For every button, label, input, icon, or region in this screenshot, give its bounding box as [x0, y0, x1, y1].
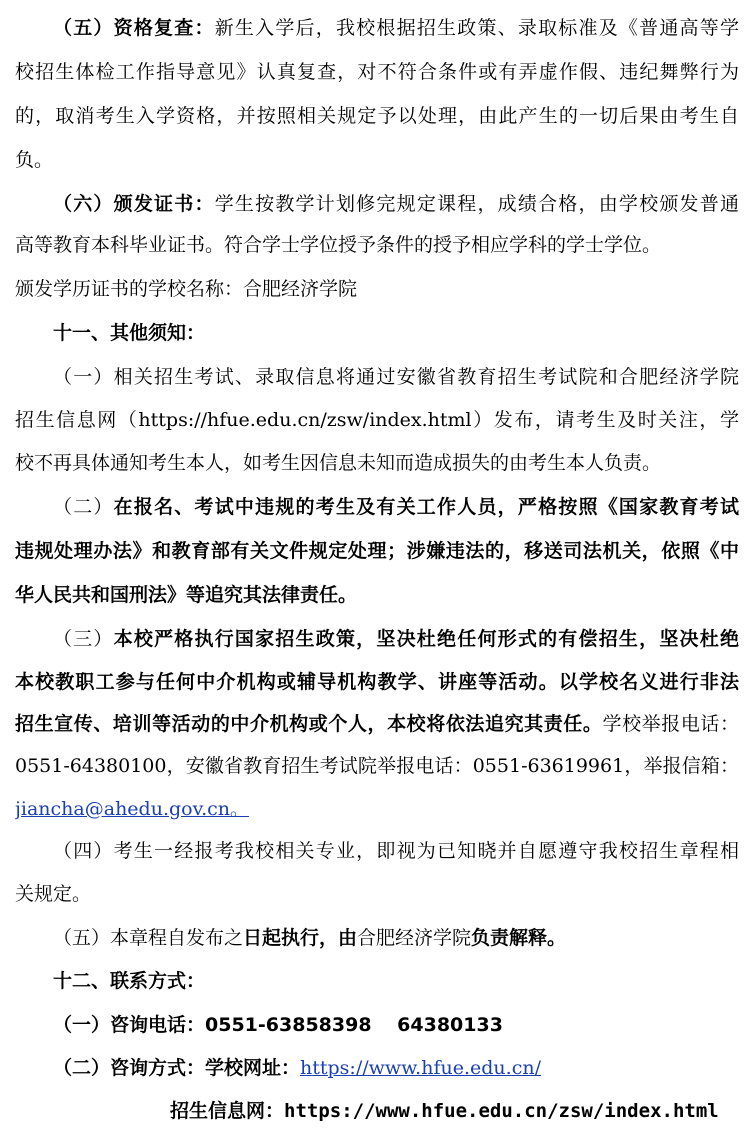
s11-p2-text-1: 在报名、考试中违规的考生及有关工作人员，严格按照《国家教育考试: [113, 496, 739, 518]
s11-p5-b: 日起执行，由: [243, 927, 358, 949]
s11-p1-line-2: 招生信息网（https://hfue.edu.cn/zsw/index.html）发布，请考生及时关注，学: [15, 409, 739, 431]
s11-p3-line-5: [15, 787, 739, 831]
s11-p1-line-3: 校不再具体通知考生本人，如考生因信息未知而造成损失的由考生本人负责。: [15, 452, 662, 474]
contact-web-line: [53, 1046, 739, 1090]
s11-p5-d: 负责解释。: [471, 927, 567, 949]
s5-line-4: 负。: [15, 149, 54, 171]
s11-p4-line-2: 关规定。: [15, 883, 92, 905]
s6-line-3: 颁发学历证书的学校名称：合肥经济学院: [15, 278, 358, 300]
s11-p3-line-4: 0551-64380100，安徽省教育招生考试院举报电话：0551-63619961，举报信箱：: [15, 755, 739, 777]
school-website-link[interactable]: https://www.hfue.edu.cn/: [300, 1057, 541, 1079]
zsw-line: [170, 1089, 739, 1133]
s11-p4-line-1: （四）考生一经报考我校相关专业，即视为已知晓并自愿遵守我校招生章程相: [53, 840, 739, 862]
contact-phone-label: （一）咨询电话：: [53, 1014, 206, 1036]
s5-text-1: 新生入学后，我校根据招生政策、录取标准及《普通高等学: [214, 17, 739, 39]
s11-p3-text-3: 学校举报电话：: [602, 713, 739, 735]
zsw-label: 招生信息网：: [170, 1100, 285, 1122]
s11-p3-line-2: 本校教职工参与任何中介机构或辅导机构教学、讲座等活动。以学校名义进行非法: [15, 671, 739, 693]
s11-p3-prefix: （三）: [53, 628, 114, 650]
contact-phone-values: 0551-63858398 64380133: [205, 1014, 503, 1036]
s5-line-3: 的，取消考生入学资格，并按照相关规定予以处理，由此产生的一切后果由考生自: [15, 105, 739, 127]
s11-p1-line-1: （一）相关招生考试、录取信息将通过安徽省教育招生考试院和合肥经济学院: [53, 366, 739, 388]
s11-p3-line-3: [15, 702, 739, 746]
section-12-heading: 十二、联系方式：: [53, 970, 206, 992]
section-11-heading: 十一、其他须知：: [53, 322, 206, 344]
s11-p2-prefix: （二）: [53, 496, 114, 518]
s11-p3-bold-3: 招生宣传、培训等活动的中介机构或个人，本校将依法追究其责任。: [15, 713, 603, 735]
s11-p2-line-2: 违规处理办法》和教育部有关文件规定处理；涉嫌违法的，移送司法机关，依照《中: [15, 540, 739, 562]
s5-line-1: [53, 6, 739, 50]
s11-p5-line-1: [53, 916, 739, 960]
s11-p5-c: 合肥经济学院: [357, 927, 472, 949]
s11-p5-a: （五）本章程自发布之: [53, 927, 244, 949]
s5-heading: （五）资格复查：: [53, 17, 215, 39]
s11-p2-line-1: [53, 485, 739, 529]
s11-p3-line-1: [53, 617, 739, 661]
contact-web-label: （二）咨询方式：学校网址：: [53, 1057, 301, 1079]
s11-p2-line-3: 华人民共和国刑法》等追究其法律责任。: [15, 584, 358, 606]
s6-text-1: 学生按教学计划修完规定课程，成绩合格，由学校颁发普通: [214, 193, 739, 215]
s6-line-1: [53, 182, 739, 226]
s6-heading: （六）颁发证书：: [53, 193, 215, 215]
contact-phone-line: [53, 1003, 739, 1047]
s6-line-2: 高等教育本科毕业证书。符合学士学位授予条件的授予相应学科的学士学位。: [15, 234, 662, 256]
zsw-url[interactable]: https://www.hfue.edu.cn/zsw/index.html: [284, 1100, 719, 1122]
s5-line-2: 校招生体检工作指导意见》认真复查，对不符合条件或有弄虚作假、违纪舞弊行为: [15, 61, 739, 83]
report-email-link[interactable]: jiancha@ahedu.gov.cn。: [15, 798, 249, 820]
s11-p3-text-1: 本校严格执行国家招生政策，坚决杜绝任何形式的有偿招生，坚决杜绝: [113, 628, 739, 650]
